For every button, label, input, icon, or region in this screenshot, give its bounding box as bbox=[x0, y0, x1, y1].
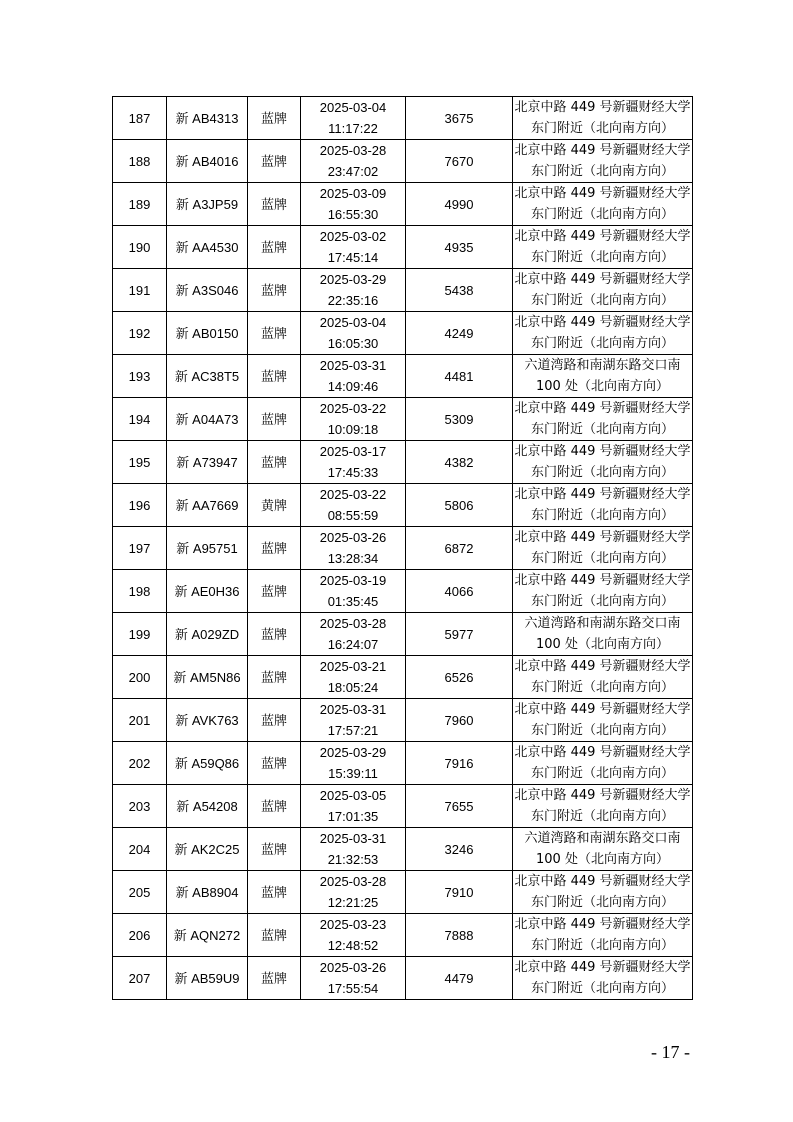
plate-color-cell: 蓝牌 bbox=[248, 97, 301, 140]
location-line-2: 东门附近（北向南方向） bbox=[530, 207, 674, 222]
location-line-1: 北京中路 449 号新疆财经大学 bbox=[514, 874, 691, 889]
location-line-2: 东门附近（北向南方向） bbox=[530, 250, 674, 265]
timestamp-cell bbox=[301, 484, 406, 527]
time-text: 23:47:02 bbox=[327, 164, 379, 179]
plate-number-cell: 新 A54208 bbox=[167, 785, 248, 828]
location-line-2: 东门附近（北向南方向） bbox=[530, 938, 674, 953]
table-row bbox=[113, 613, 693, 656]
code-cell: 6872 bbox=[406, 527, 513, 570]
table-row bbox=[113, 527, 693, 570]
location-cell bbox=[513, 742, 693, 785]
location-line-1: 六道湾路和南湖东路交口南 bbox=[524, 616, 681, 631]
location-line-1: 北京中路 449 号新疆财经大学 bbox=[514, 401, 691, 416]
date-text: 2025-03-28 bbox=[319, 143, 387, 158]
date-text: 2025-03-31 bbox=[319, 831, 387, 846]
row-number-cell: 196 bbox=[113, 484, 167, 527]
location-cell bbox=[513, 699, 693, 742]
table-row bbox=[113, 871, 693, 914]
row-number-cell: 205 bbox=[113, 871, 167, 914]
location-cell bbox=[513, 957, 693, 1000]
date-text: 2025-03-17 bbox=[319, 444, 387, 459]
date-text: 2025-03-04 bbox=[319, 100, 387, 115]
timestamp-cell bbox=[301, 527, 406, 570]
code-cell: 6526 bbox=[406, 656, 513, 699]
plate-color-cell: 蓝牌 bbox=[248, 355, 301, 398]
location-cell bbox=[513, 656, 693, 699]
code-cell: 4479 bbox=[406, 957, 513, 1000]
plate-number-cell: 新 AA4530 bbox=[167, 226, 248, 269]
plate-color-cell: 蓝牌 bbox=[248, 742, 301, 785]
table-row bbox=[113, 742, 693, 785]
date-text: 2025-03-22 bbox=[319, 487, 387, 502]
location-line-2: 东门附近（北向南方向） bbox=[530, 551, 674, 566]
location-line-1: 北京中路 449 号新疆财经大学 bbox=[514, 272, 691, 287]
code-cell: 4382 bbox=[406, 441, 513, 484]
location-line-1: 北京中路 449 号新疆财经大学 bbox=[514, 745, 691, 760]
time-text: 13:28:34 bbox=[327, 551, 379, 566]
table-row bbox=[113, 226, 693, 269]
plate-color-cell: 蓝牌 bbox=[248, 699, 301, 742]
row-number-cell: 194 bbox=[113, 398, 167, 441]
row-number-cell: 199 bbox=[113, 613, 167, 656]
time-text: 17:55:54 bbox=[327, 981, 379, 996]
location-line-1: 北京中路 449 号新疆财经大学 bbox=[514, 960, 691, 975]
plate-color-cell: 蓝牌 bbox=[248, 312, 301, 355]
plate-number-cell: 新 A95751 bbox=[167, 527, 248, 570]
plate-color-cell: 蓝牌 bbox=[248, 656, 301, 699]
time-text: 16:55:30 bbox=[327, 207, 379, 222]
time-text: 18:05:24 bbox=[327, 680, 379, 695]
plate-number-cell: 新 AB0150 bbox=[167, 312, 248, 355]
date-text: 2025-03-28 bbox=[319, 616, 387, 631]
plate-number-cell: 新 AK2C25 bbox=[167, 828, 248, 871]
location-line-2: 东门附近（北向南方向） bbox=[530, 508, 674, 523]
date-text: 2025-03-29 bbox=[319, 272, 387, 287]
table-body bbox=[113, 97, 693, 1000]
time-text: 16:05:30 bbox=[327, 336, 379, 351]
location-line-2: 东门附近（北向南方向） bbox=[530, 723, 674, 738]
code-cell: 3675 bbox=[406, 97, 513, 140]
plate-color-cell: 蓝牌 bbox=[248, 871, 301, 914]
time-text: 22:35:16 bbox=[327, 293, 379, 308]
plate-number-cell: 新 AC38T5 bbox=[167, 355, 248, 398]
row-number-cell: 203 bbox=[113, 785, 167, 828]
row-number-cell: 201 bbox=[113, 699, 167, 742]
location-cell bbox=[513, 570, 693, 613]
code-cell: 7916 bbox=[406, 742, 513, 785]
time-text: 15:39:11 bbox=[328, 766, 378, 781]
location-cell bbox=[513, 871, 693, 914]
row-number-cell: 193 bbox=[113, 355, 167, 398]
plate-color-cell: 蓝牌 bbox=[248, 398, 301, 441]
row-number-cell: 195 bbox=[113, 441, 167, 484]
plate-color-cell: 蓝牌 bbox=[248, 785, 301, 828]
plate-number-cell: 新 AM5N86 bbox=[167, 656, 248, 699]
table-row bbox=[113, 957, 693, 1000]
plate-number-cell: 新 A73947 bbox=[167, 441, 248, 484]
location-line-1: 北京中路 449 号新疆财经大学 bbox=[514, 100, 691, 115]
plate-number-cell: 新 AA7669 bbox=[167, 484, 248, 527]
row-number-cell: 204 bbox=[113, 828, 167, 871]
location-line-1: 北京中路 449 号新疆财经大学 bbox=[514, 917, 691, 932]
plate-color-cell: 蓝牌 bbox=[248, 183, 301, 226]
timestamp-cell bbox=[301, 355, 406, 398]
location-cell bbox=[513, 183, 693, 226]
location-cell bbox=[513, 484, 693, 527]
location-line-2: 东门附近（北向南方向） bbox=[530, 766, 674, 781]
code-cell: 5309 bbox=[406, 398, 513, 441]
timestamp-cell bbox=[301, 312, 406, 355]
code-cell: 4249 bbox=[406, 312, 513, 355]
date-text: 2025-03-09 bbox=[319, 186, 387, 201]
date-text: 2025-03-23 bbox=[319, 917, 387, 932]
code-cell: 5438 bbox=[406, 269, 513, 312]
location-line-2: 东门附近（北向南方向） bbox=[530, 809, 674, 824]
table-row bbox=[113, 97, 693, 140]
timestamp-cell bbox=[301, 441, 406, 484]
time-text: 17:45:14 bbox=[327, 250, 379, 265]
location-cell bbox=[513, 527, 693, 570]
timestamp-cell bbox=[301, 699, 406, 742]
location-line-1: 北京中路 449 号新疆财经大学 bbox=[514, 186, 691, 201]
timestamp-cell bbox=[301, 613, 406, 656]
date-text: 2025-03-02 bbox=[319, 229, 387, 244]
location-cell bbox=[513, 312, 693, 355]
plate-number-cell: 新 A04A73 bbox=[167, 398, 248, 441]
table-row bbox=[113, 140, 693, 183]
date-text: 2025-03-28 bbox=[319, 874, 387, 889]
table-row bbox=[113, 398, 693, 441]
table-row bbox=[113, 484, 693, 527]
date-text: 2025-03-31 bbox=[319, 358, 387, 373]
time-text: 14:09:46 bbox=[327, 379, 379, 394]
time-text: 12:48:52 bbox=[327, 938, 379, 953]
table-row bbox=[113, 312, 693, 355]
location-cell bbox=[513, 613, 693, 656]
location-line-2: 东门附近（北向南方向） bbox=[530, 164, 674, 179]
date-text: 2025-03-21 bbox=[319, 659, 387, 674]
time-text: 17:01:35 bbox=[327, 809, 379, 824]
timestamp-cell bbox=[301, 398, 406, 441]
table-row bbox=[113, 269, 693, 312]
timestamp-cell bbox=[301, 226, 406, 269]
timestamp-cell bbox=[301, 183, 406, 226]
time-text: 16:24:07 bbox=[327, 637, 379, 652]
location-line-1: 六道湾路和南湖东路交口南 bbox=[524, 358, 681, 373]
location-line-2: 100 处（北向南方向） bbox=[536, 379, 669, 394]
table-row bbox=[113, 828, 693, 871]
plate-color-cell: 蓝牌 bbox=[248, 957, 301, 1000]
table-row bbox=[113, 785, 693, 828]
location-cell bbox=[513, 269, 693, 312]
date-text: 2025-03-31 bbox=[319, 702, 387, 717]
plate-number-cell: 新 AB8904 bbox=[167, 871, 248, 914]
location-line-2: 东门附近（北向南方向） bbox=[530, 465, 674, 480]
location-line-2: 东门附近（北向南方向） bbox=[530, 594, 674, 609]
timestamp-cell bbox=[301, 914, 406, 957]
row-number-cell: 207 bbox=[113, 957, 167, 1000]
row-number-cell: 189 bbox=[113, 183, 167, 226]
location-cell bbox=[513, 785, 693, 828]
location-line-1: 北京中路 449 号新疆财经大学 bbox=[514, 315, 691, 330]
location-cell bbox=[513, 828, 693, 871]
date-text: 2025-03-22 bbox=[319, 401, 387, 416]
plate-color-cell: 黄牌 bbox=[248, 484, 301, 527]
date-text: 2025-03-19 bbox=[319, 573, 387, 588]
code-cell: 7960 bbox=[406, 699, 513, 742]
row-number-cell: 202 bbox=[113, 742, 167, 785]
plate-number-cell: 新 A3JP59 bbox=[167, 183, 248, 226]
plate-color-cell: 蓝牌 bbox=[248, 570, 301, 613]
row-number-cell: 200 bbox=[113, 656, 167, 699]
time-text: 01:35:45 bbox=[327, 594, 379, 609]
location-cell bbox=[513, 398, 693, 441]
date-text: 2025-03-26 bbox=[319, 960, 387, 975]
location-line-1: 北京中路 449 号新疆财经大学 bbox=[514, 702, 691, 717]
location-cell bbox=[513, 914, 693, 957]
location-line-1: 北京中路 449 号新疆财经大学 bbox=[514, 487, 691, 502]
plate-color-cell: 蓝牌 bbox=[248, 914, 301, 957]
table-row bbox=[113, 656, 693, 699]
location-line-2: 100 处（北向南方向） bbox=[536, 852, 669, 867]
code-cell: 5806 bbox=[406, 484, 513, 527]
time-text: 17:45:33 bbox=[327, 465, 379, 480]
time-text: 08:55:59 bbox=[327, 508, 379, 523]
plate-color-cell: 蓝牌 bbox=[248, 269, 301, 312]
row-number-cell: 187 bbox=[113, 97, 167, 140]
table-row bbox=[113, 699, 693, 742]
location-line-2: 东门附近（北向南方向） bbox=[530, 422, 674, 437]
plate-number-cell: 新 AB59U9 bbox=[167, 957, 248, 1000]
time-text: 11:17:22 bbox=[328, 121, 378, 136]
date-text: 2025-03-29 bbox=[319, 745, 387, 760]
code-cell: 4066 bbox=[406, 570, 513, 613]
page-number: - 17 - bbox=[651, 1042, 690, 1062]
row-number-cell: 191 bbox=[113, 269, 167, 312]
plate-color-cell: 蓝牌 bbox=[248, 226, 301, 269]
row-number-cell: 198 bbox=[113, 570, 167, 613]
row-number-cell: 188 bbox=[113, 140, 167, 183]
violation-records-table bbox=[112, 96, 693, 1000]
plate-number-cell: 新 A3S046 bbox=[167, 269, 248, 312]
location-line-1: 北京中路 449 号新疆财经大学 bbox=[514, 530, 691, 545]
timestamp-cell bbox=[301, 957, 406, 1000]
location-line-1: 六道湾路和南湖东路交口南 bbox=[524, 831, 681, 846]
plate-color-cell: 蓝牌 bbox=[248, 441, 301, 484]
timestamp-cell bbox=[301, 140, 406, 183]
location-line-2: 东门附近（北向南方向） bbox=[530, 981, 674, 996]
time-text: 12:21:25 bbox=[327, 895, 379, 910]
plate-number-cell: 新 AQN272 bbox=[167, 914, 248, 957]
code-cell: 4990 bbox=[406, 183, 513, 226]
table-row bbox=[113, 355, 693, 398]
plate-color-cell: 蓝牌 bbox=[248, 828, 301, 871]
location-cell bbox=[513, 226, 693, 269]
location-line-1: 北京中路 449 号新疆财经大学 bbox=[514, 444, 691, 459]
timestamp-cell bbox=[301, 570, 406, 613]
location-line-2: 100 处（北向南方向） bbox=[536, 637, 669, 652]
code-cell: 7670 bbox=[406, 140, 513, 183]
time-text: 10:09:18 bbox=[327, 422, 379, 437]
time-text: 21:32:53 bbox=[327, 852, 379, 867]
plate-color-cell: 蓝牌 bbox=[248, 140, 301, 183]
location-line-2: 东门附近（北向南方向） bbox=[530, 121, 674, 136]
plate-number-cell: 新 A029ZD bbox=[167, 613, 248, 656]
row-number-cell: 192 bbox=[113, 312, 167, 355]
date-text: 2025-03-26 bbox=[319, 530, 387, 545]
row-number-cell: 197 bbox=[113, 527, 167, 570]
location-line-1: 北京中路 449 号新疆财经大学 bbox=[514, 788, 691, 803]
date-text: 2025-03-04 bbox=[319, 315, 387, 330]
location-line-2: 东门附近（北向南方向） bbox=[530, 895, 674, 910]
table-row bbox=[113, 441, 693, 484]
table-row bbox=[113, 914, 693, 957]
timestamp-cell bbox=[301, 871, 406, 914]
location-line-2: 东门附近（北向南方向） bbox=[530, 680, 674, 695]
location-line-1: 北京中路 449 号新疆财经大学 bbox=[514, 573, 691, 588]
code-cell: 5977 bbox=[406, 613, 513, 656]
code-cell: 4481 bbox=[406, 355, 513, 398]
location-cell bbox=[513, 97, 693, 140]
timestamp-cell bbox=[301, 269, 406, 312]
plate-number-cell: 新 AVK763 bbox=[167, 699, 248, 742]
location-cell bbox=[513, 355, 693, 398]
table-row bbox=[113, 570, 693, 613]
location-cell bbox=[513, 140, 693, 183]
table-row bbox=[113, 183, 693, 226]
plate-number-cell: 新 AB4313 bbox=[167, 97, 248, 140]
timestamp-cell bbox=[301, 742, 406, 785]
code-cell: 7910 bbox=[406, 871, 513, 914]
code-cell: 7888 bbox=[406, 914, 513, 957]
location-line-1: 北京中路 449 号新疆财经大学 bbox=[514, 143, 691, 158]
timestamp-cell bbox=[301, 785, 406, 828]
plate-number-cell: 新 A59Q86 bbox=[167, 742, 248, 785]
location-line-2: 东门附近（北向南方向） bbox=[530, 293, 674, 308]
plate-number-cell: 新 AB4016 bbox=[167, 140, 248, 183]
time-text: 17:57:21 bbox=[327, 723, 379, 738]
row-number-cell: 206 bbox=[113, 914, 167, 957]
plate-color-cell: 蓝牌 bbox=[248, 613, 301, 656]
code-cell: 3246 bbox=[406, 828, 513, 871]
location-line-1: 北京中路 449 号新疆财经大学 bbox=[514, 659, 691, 674]
date-text: 2025-03-05 bbox=[319, 788, 387, 803]
code-cell: 7655 bbox=[406, 785, 513, 828]
location-cell bbox=[513, 441, 693, 484]
timestamp-cell bbox=[301, 656, 406, 699]
timestamp-cell bbox=[301, 97, 406, 140]
timestamp-cell bbox=[301, 828, 406, 871]
location-line-1: 北京中路 449 号新疆财经大学 bbox=[514, 229, 691, 244]
location-line-2: 东门附近（北向南方向） bbox=[530, 336, 674, 351]
plate-number-cell: 新 AE0H36 bbox=[167, 570, 248, 613]
row-number-cell: 190 bbox=[113, 226, 167, 269]
code-cell: 4935 bbox=[406, 226, 513, 269]
plate-color-cell: 蓝牌 bbox=[248, 527, 301, 570]
